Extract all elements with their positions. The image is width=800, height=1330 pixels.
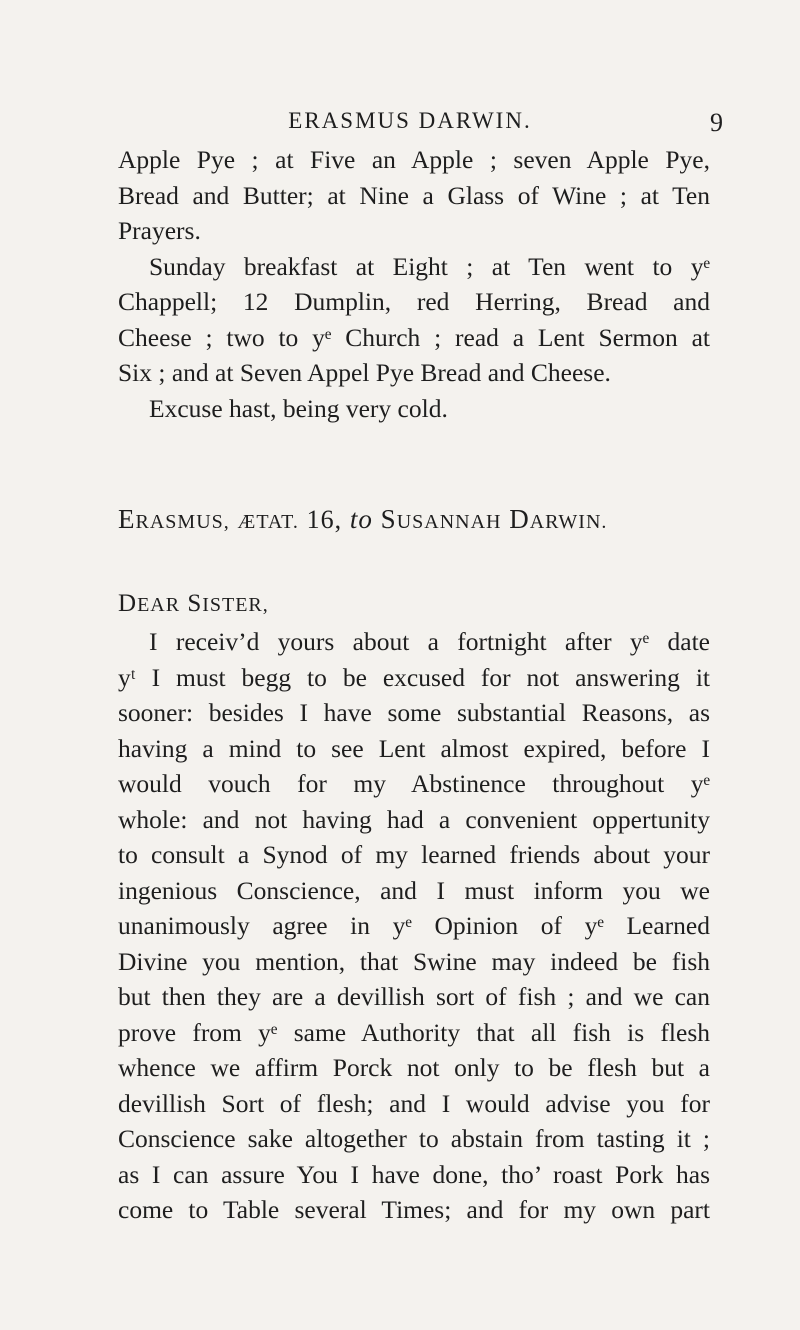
letter-body: [118, 624, 710, 1228]
text-line: Sunday breakfast at Eight ; at Ten went to yᵉ: [149, 251, 710, 281]
text-line: whence we affirm Porck not only to be flesh but a: [118, 1053, 710, 1082]
text-line: unanimously agree in yᵉ Opinion of yᵉ Learned: [118, 911, 710, 940]
text-line: Cheese ; two to yᵉ Church ; read a Lent Sermon at: [118, 322, 710, 352]
text-line: come to Table several Times; and for my own part: [118, 1195, 710, 1224]
text-line: Apple Pye ; at Five an Apple ; seven Apple Pye,: [118, 145, 710, 174]
text-line: I receiv’d yours about a fortnight after yᵉ date: [149, 627, 710, 656]
text-line: Excuse hast, being very cold.: [149, 393, 448, 423]
text-line: having a mind to see Lent almost expired, before I: [118, 733, 710, 763]
running-header: ERASMUS DARWIN.: [288, 108, 532, 133]
text-line: Prayers.: [118, 216, 201, 245]
text-line: yᵗ I must begg to be excused for not answering it: [118, 662, 710, 692]
text-line: Chappell; 12 Dumplin, red Herring, Bread and: [118, 287, 710, 316]
text-line: sooner: besides I have some substantial Reasons, as: [118, 698, 710, 727]
text-line: ingenious Conscience, and I must inform you we: [118, 875, 710, 905]
text-line: devillish Sort of flesh; and I would advise you for: [118, 1088, 710, 1118]
text-line: would vouch for my Abstinence throughout yᵉ: [118, 769, 710, 798]
text-line: Conscience sake altogether to abstain from tasting it ;: [118, 1124, 710, 1153]
text-line: Bread and Butter; at Nine a Glass of Wine ; at Ten: [118, 180, 710, 210]
text-line: as I can assure You I have done, tho’ roast Pork has: [118, 1159, 710, 1189]
page-number: 9: [710, 108, 723, 137]
text-line: Divine you mention, that Swine may indeed be fish: [118, 946, 710, 976]
text-line: prove from yᵉ same Authority that all fish is flesh: [118, 1017, 710, 1047]
heading-age: 16,: [306, 505, 343, 534]
text-line: Six ; and at Seven Appel Pye Bread and Cheese.: [118, 358, 611, 387]
diary-continuation: [118, 142, 710, 426]
text-line: to consult a Synod of my learned friends about your: [118, 840, 710, 869]
letter-salutation: DEAR SISTER,: [118, 590, 269, 617]
heading-recipient: SUSANNAH DARWIN.: [380, 504, 608, 534]
heading-writer: ERASMUS,: [118, 504, 230, 534]
text-line: whole: and not having had a convenient oppertunity: [118, 804, 710, 834]
text-line: but then they are a devillish sort of fish ; and we can: [118, 982, 710, 1011]
letter-heading: [118, 504, 710, 535]
heading-to: to: [349, 504, 373, 534]
heading-aetat: ÆTAT.: [237, 511, 299, 533]
